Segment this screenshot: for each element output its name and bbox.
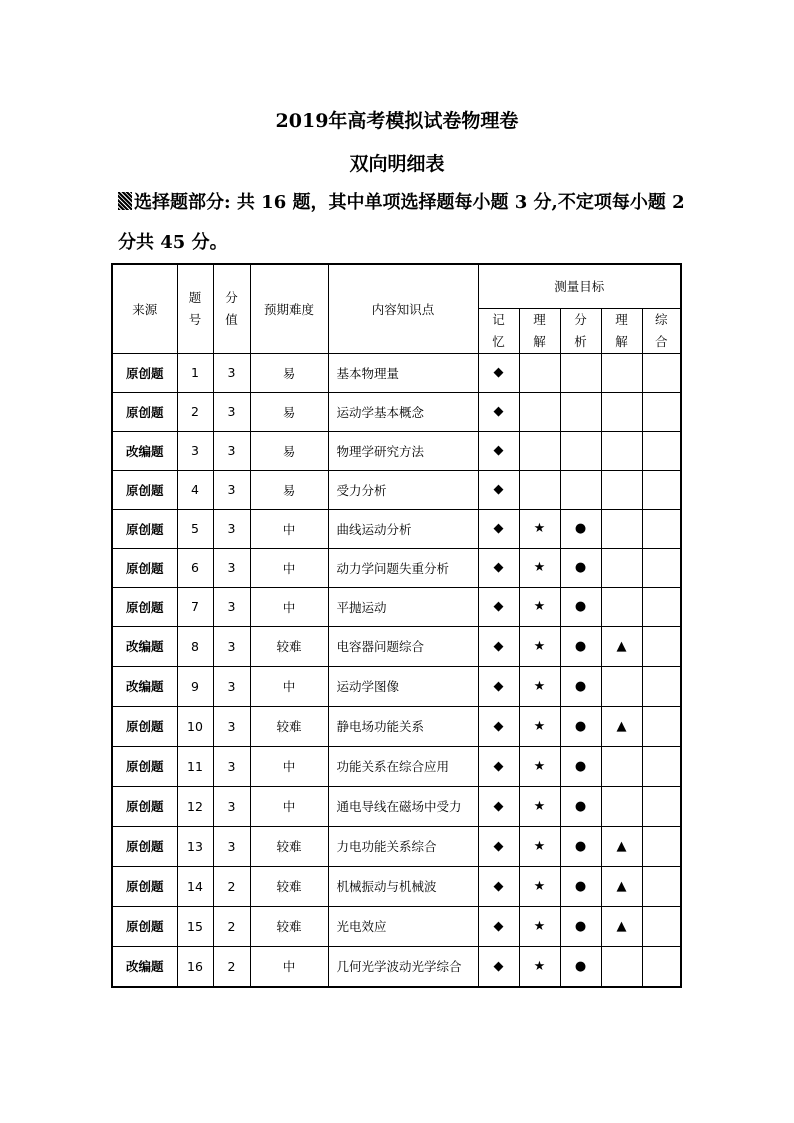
intro-paragraph bbox=[118, 183, 688, 263]
cell-goal-understand: ★ bbox=[519, 786, 560, 826]
cell-number: 1 bbox=[177, 353, 213, 392]
cell-goal-memory: ◆ bbox=[478, 626, 519, 666]
cell-score: 3 bbox=[213, 626, 250, 666]
cell-goal-understand-2: ▲ bbox=[601, 706, 642, 746]
cell-source: 原创题 bbox=[112, 866, 177, 906]
cell-goal-memory: ◆ bbox=[478, 826, 519, 866]
cell-difficulty: 中 bbox=[250, 946, 328, 987]
cell-difficulty: 中 bbox=[250, 587, 328, 626]
table-row bbox=[112, 706, 681, 746]
cell-number: 8 bbox=[177, 626, 213, 666]
cell-difficulty: 易 bbox=[250, 353, 328, 392]
cell-goal-understand bbox=[519, 470, 560, 509]
cell-goal-understand-2: ▲ bbox=[601, 626, 642, 666]
cell-content: 机械振动与机械波 bbox=[328, 866, 478, 906]
cell-goal-synthesis bbox=[642, 431, 681, 470]
cell-goal-memory: ◆ bbox=[478, 548, 519, 587]
cell-goal-memory: ◆ bbox=[478, 353, 519, 392]
cell-goal-understand-2: ▲ bbox=[601, 906, 642, 946]
table-row bbox=[112, 906, 681, 946]
cell-source: 原创题 bbox=[112, 509, 177, 548]
cell-goal-understand-2: ▲ bbox=[601, 866, 642, 906]
header-difficulty: 预期难度 bbox=[250, 264, 328, 353]
cell-number: 11 bbox=[177, 746, 213, 786]
cell-source: 改编题 bbox=[112, 431, 177, 470]
cell-number: 15 bbox=[177, 906, 213, 946]
cell-source: 原创题 bbox=[112, 392, 177, 431]
cell-difficulty: 中 bbox=[250, 666, 328, 706]
cell-difficulty: 较难 bbox=[250, 706, 328, 746]
cell-goal-understand: ★ bbox=[519, 906, 560, 946]
header-number: 题 号 bbox=[177, 264, 213, 353]
cell-goal-understand: ★ bbox=[519, 826, 560, 866]
cell-goal-synthesis bbox=[642, 353, 681, 392]
cell-goal-synthesis bbox=[642, 746, 681, 786]
cell-goal-synthesis bbox=[642, 509, 681, 548]
cell-goal-synthesis bbox=[642, 786, 681, 826]
cell-score: 2 bbox=[213, 906, 250, 946]
header-score: 分 值 bbox=[213, 264, 250, 353]
cell-goal-understand-2 bbox=[601, 666, 642, 706]
cell-goal-analyze: ● bbox=[560, 706, 601, 746]
cell-number: 3 bbox=[177, 431, 213, 470]
cell-goal-understand-2 bbox=[601, 470, 642, 509]
cell-goal-understand: ★ bbox=[519, 666, 560, 706]
intro-line-2: 分共 45 分。 bbox=[118, 232, 228, 253]
cell-goal-synthesis bbox=[642, 470, 681, 509]
cell-content: 功能关系在综合应用 bbox=[328, 746, 478, 786]
cell-content: 运动学基本概念 bbox=[328, 392, 478, 431]
cell-goal-understand: ★ bbox=[519, 746, 560, 786]
cell-goal-analyze: ● bbox=[560, 786, 601, 826]
header-goal-memory: 记 忆 bbox=[478, 308, 519, 353]
cell-goal-analyze: ● bbox=[560, 826, 601, 866]
table-row bbox=[112, 392, 681, 431]
cell-goal-synthesis bbox=[642, 946, 681, 987]
header-goal-synthesis: 综 合 bbox=[642, 308, 681, 353]
table-row bbox=[112, 431, 681, 470]
cell-number: 14 bbox=[177, 866, 213, 906]
cell-goal-memory: ◆ bbox=[478, 392, 519, 431]
cell-difficulty: 较难 bbox=[250, 906, 328, 946]
cell-goal-analyze: ● bbox=[560, 666, 601, 706]
table-row bbox=[112, 587, 681, 626]
cell-source: 原创题 bbox=[112, 826, 177, 866]
cell-source: 原创题 bbox=[112, 786, 177, 826]
cell-content: 动力学问题失重分析 bbox=[328, 548, 478, 587]
cell-difficulty: 较难 bbox=[250, 866, 328, 906]
cell-score: 3 bbox=[213, 353, 250, 392]
cell-goal-analyze: ● bbox=[560, 509, 601, 548]
cell-score: 3 bbox=[213, 706, 250, 746]
cell-goal-analyze: ● bbox=[560, 626, 601, 666]
cell-source: 改编题 bbox=[112, 946, 177, 987]
cell-goal-synthesis bbox=[642, 626, 681, 666]
cell-goal-understand: ★ bbox=[519, 587, 560, 626]
cell-score: 2 bbox=[213, 946, 250, 987]
cell-number: 13 bbox=[177, 826, 213, 866]
cell-goal-understand bbox=[519, 392, 560, 431]
table-row bbox=[112, 666, 681, 706]
table-row bbox=[112, 509, 681, 548]
cell-source: 原创题 bbox=[112, 746, 177, 786]
specification-table bbox=[111, 263, 682, 988]
cell-content: 运动学图像 bbox=[328, 666, 478, 706]
cell-goal-understand: ★ bbox=[519, 946, 560, 987]
cell-number: 10 bbox=[177, 706, 213, 746]
table-row bbox=[112, 746, 681, 786]
cell-goal-understand-2: ▲ bbox=[601, 826, 642, 866]
cell-content: 几何光学波动光学综合 bbox=[328, 946, 478, 987]
cell-number: 12 bbox=[177, 786, 213, 826]
cell-content: 光电效应 bbox=[328, 906, 478, 946]
cell-number: 9 bbox=[177, 666, 213, 706]
cell-number: 6 bbox=[177, 548, 213, 587]
cell-goal-analyze: ● bbox=[560, 746, 601, 786]
cell-goal-synthesis bbox=[642, 826, 681, 866]
cell-goal-understand-2 bbox=[601, 786, 642, 826]
cell-source: 原创题 bbox=[112, 353, 177, 392]
cell-source: 改编题 bbox=[112, 666, 177, 706]
cell-goal-synthesis bbox=[642, 866, 681, 906]
cell-source: 改编题 bbox=[112, 626, 177, 666]
cell-goal-understand-2 bbox=[601, 431, 642, 470]
cell-content: 物理学研究方法 bbox=[328, 431, 478, 470]
cell-goal-memory: ◆ bbox=[478, 946, 519, 987]
cell-difficulty: 易 bbox=[250, 431, 328, 470]
cell-goal-analyze: ● bbox=[560, 866, 601, 906]
cell-score: 3 bbox=[213, 509, 250, 548]
table-row bbox=[112, 626, 681, 666]
header-content: 内容知识点 bbox=[328, 264, 478, 353]
cell-content: 受力分析 bbox=[328, 470, 478, 509]
cell-content: 通电导线在磁场中受力 bbox=[328, 786, 478, 826]
cell-goal-memory: ◆ bbox=[478, 431, 519, 470]
cell-goal-memory: ◆ bbox=[478, 706, 519, 746]
cell-difficulty: 易 bbox=[250, 392, 328, 431]
cell-goal-memory: ◆ bbox=[478, 746, 519, 786]
cell-score: 3 bbox=[213, 666, 250, 706]
header-goal-analyze: 分 析 bbox=[560, 308, 601, 353]
cell-goal-memory: ◆ bbox=[478, 666, 519, 706]
cell-content: 基本物理量 bbox=[328, 353, 478, 392]
cell-goal-memory: ◆ bbox=[478, 786, 519, 826]
cell-goal-analyze: ● bbox=[560, 548, 601, 587]
cell-score: 3 bbox=[213, 587, 250, 626]
cell-goal-analyze: ● bbox=[560, 587, 601, 626]
cell-goal-understand: ★ bbox=[519, 509, 560, 548]
cell-source: 原创题 bbox=[112, 470, 177, 509]
cell-goal-synthesis bbox=[642, 666, 681, 706]
cell-goal-memory: ◆ bbox=[478, 906, 519, 946]
document-title: 2019年高考模拟试卷物理卷 bbox=[275, 110, 519, 132]
cell-score: 3 bbox=[213, 470, 250, 509]
cell-content: 电容器问题综合 bbox=[328, 626, 478, 666]
cell-goal-understand: ★ bbox=[519, 548, 560, 587]
cell-goal-synthesis bbox=[642, 548, 681, 587]
intro-line-1: 选择题部分: 共 16 题，其中单项选择题每小题 3 分,不定项每小题 2 bbox=[134, 192, 685, 213]
cell-source: 原创题 bbox=[112, 906, 177, 946]
header-source: 来源 bbox=[112, 264, 177, 353]
cell-goal-synthesis bbox=[642, 392, 681, 431]
table-row bbox=[112, 946, 681, 987]
cell-source: 原创题 bbox=[112, 548, 177, 587]
cell-source: 原创题 bbox=[112, 706, 177, 746]
cell-goal-analyze: ● bbox=[560, 906, 601, 946]
cell-number: 4 bbox=[177, 470, 213, 509]
cell-number: 2 bbox=[177, 392, 213, 431]
cell-content: 曲线运动分析 bbox=[328, 509, 478, 548]
cell-difficulty: 较难 bbox=[250, 626, 328, 666]
cell-score: 3 bbox=[213, 786, 250, 826]
cell-difficulty: 中 bbox=[250, 509, 328, 548]
cell-goal-analyze bbox=[560, 431, 601, 470]
cell-number: 16 bbox=[177, 946, 213, 987]
cell-difficulty: 中 bbox=[250, 746, 328, 786]
cell-score: 3 bbox=[213, 392, 250, 431]
cell-difficulty: 中 bbox=[250, 548, 328, 587]
cell-difficulty: 易 bbox=[250, 470, 328, 509]
table-row bbox=[112, 826, 681, 866]
cell-goal-memory: ◆ bbox=[478, 509, 519, 548]
cell-goal-understand-2 bbox=[601, 509, 642, 548]
header-goal-understand: 理 解 bbox=[519, 308, 560, 353]
cell-goal-analyze bbox=[560, 353, 601, 392]
cell-score: 3 bbox=[213, 548, 250, 587]
table-row bbox=[112, 470, 681, 509]
table-row bbox=[112, 353, 681, 392]
cell-goal-analyze bbox=[560, 470, 601, 509]
cell-score: 3 bbox=[213, 746, 250, 786]
cell-goal-understand-2 bbox=[601, 548, 642, 587]
table-row bbox=[112, 548, 681, 587]
cell-goal-understand: ★ bbox=[519, 626, 560, 666]
header-goals: 测量目标 bbox=[478, 264, 681, 308]
cell-goal-understand bbox=[519, 353, 560, 392]
cell-goal-memory: ◆ bbox=[478, 470, 519, 509]
cell-goal-understand-2 bbox=[601, 392, 642, 431]
cell-number: 5 bbox=[177, 509, 213, 548]
cell-goal-understand: ★ bbox=[519, 866, 560, 906]
cell-goal-analyze: ● bbox=[560, 946, 601, 987]
cell-score: 3 bbox=[213, 826, 250, 866]
table-row bbox=[112, 866, 681, 906]
cell-goal-understand-2 bbox=[601, 946, 642, 987]
cell-content: 静电场功能关系 bbox=[328, 706, 478, 746]
cell-difficulty: 中 bbox=[250, 786, 328, 826]
cell-score: 2 bbox=[213, 866, 250, 906]
header-goal-understand-2: 理 解 bbox=[601, 308, 642, 353]
cell-goal-memory: ◆ bbox=[478, 587, 519, 626]
cell-difficulty: 较难 bbox=[250, 826, 328, 866]
cell-score: 3 bbox=[213, 431, 250, 470]
cell-goal-synthesis bbox=[642, 706, 681, 746]
bullet-mark-icon bbox=[118, 192, 132, 210]
cell-content: 平抛运动 bbox=[328, 587, 478, 626]
cell-goal-analyze bbox=[560, 392, 601, 431]
cell-source: 原创题 bbox=[112, 587, 177, 626]
cell-goal-understand-2 bbox=[601, 353, 642, 392]
cell-goal-memory: ◆ bbox=[478, 866, 519, 906]
cell-number: 7 bbox=[177, 587, 213, 626]
cell-goal-understand: ★ bbox=[519, 706, 560, 746]
cell-goal-understand-2 bbox=[601, 746, 642, 786]
table-row bbox=[112, 786, 681, 826]
cell-goal-understand bbox=[519, 431, 560, 470]
cell-goal-synthesis bbox=[642, 906, 681, 946]
cell-content: 力电功能关系综合 bbox=[328, 826, 478, 866]
cell-goal-understand-2 bbox=[601, 587, 642, 626]
document-subtitle: 双向明细表 bbox=[349, 153, 445, 175]
cell-goal-synthesis bbox=[642, 587, 681, 626]
